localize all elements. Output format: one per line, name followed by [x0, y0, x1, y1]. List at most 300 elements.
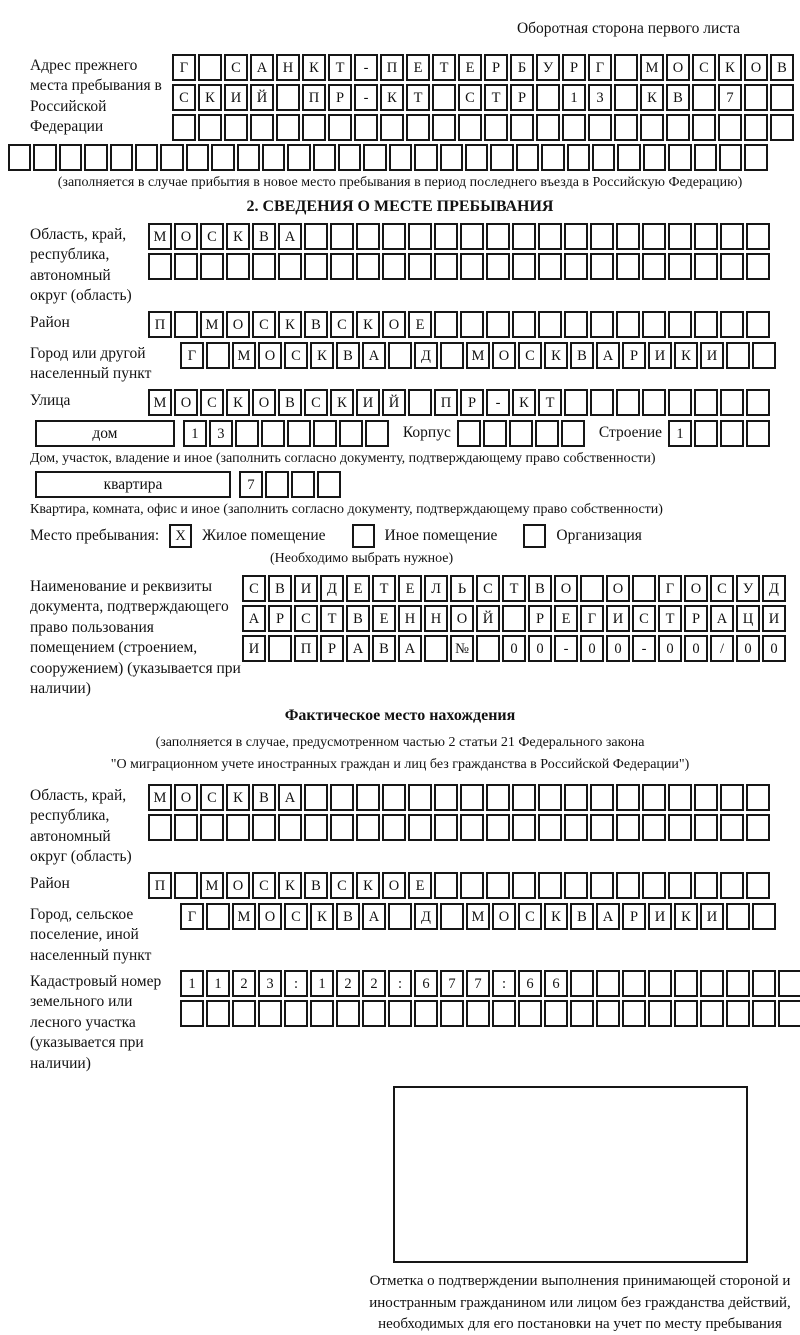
char-box[interactable]: К — [640, 84, 664, 111]
char-box[interactable] — [261, 420, 285, 447]
char-box[interactable] — [720, 784, 744, 811]
char-box[interactable]: - — [554, 635, 578, 662]
char-box[interactable] — [516, 144, 539, 171]
char-box[interactable]: Т — [372, 575, 396, 602]
char-box[interactable] — [518, 1000, 542, 1027]
char-box[interactable] — [746, 814, 770, 841]
char-box[interactable]: Р — [460, 389, 484, 416]
char-box[interactable]: Г — [180, 342, 204, 369]
char-box[interactable] — [588, 114, 612, 141]
char-box[interactable]: А — [596, 342, 620, 369]
char-box[interactable] — [224, 114, 248, 141]
char-box[interactable] — [174, 253, 198, 280]
char-box[interactable] — [642, 872, 666, 899]
char-box[interactable] — [509, 420, 533, 447]
char-box[interactable] — [211, 144, 234, 171]
char-box[interactable]: П — [148, 311, 172, 338]
char-box[interactable] — [291, 471, 315, 498]
char-box[interactable] — [642, 311, 666, 338]
char-box[interactable]: Г — [172, 54, 196, 81]
char-box[interactable]: Е — [372, 605, 396, 632]
char-box[interactable]: С — [284, 903, 308, 930]
char-box[interactable] — [258, 1000, 282, 1027]
char-box[interactable] — [8, 144, 31, 171]
char-box[interactable] — [408, 253, 432, 280]
char-box[interactable]: В — [570, 342, 594, 369]
char-box[interactable] — [692, 84, 716, 111]
char-box[interactable] — [694, 814, 718, 841]
char-box[interactable] — [276, 84, 300, 111]
char-box[interactable]: П — [380, 54, 404, 81]
char-box[interactable] — [614, 84, 638, 111]
char-box[interactable] — [564, 223, 588, 250]
char-box[interactable] — [250, 114, 274, 141]
char-box[interactable] — [226, 253, 250, 280]
char-box[interactable]: Т — [432, 54, 456, 81]
char-box[interactable] — [616, 784, 640, 811]
char-box[interactable]: О — [252, 389, 276, 416]
char-box[interactable] — [674, 970, 698, 997]
char-box[interactable]: 3 — [588, 84, 612, 111]
char-box[interactable] — [590, 784, 614, 811]
char-box[interactable]: П — [302, 84, 326, 111]
char-box[interactable]: С — [304, 389, 328, 416]
char-box[interactable]: В — [304, 311, 328, 338]
char-box[interactable] — [642, 784, 666, 811]
char-box[interactable]: С — [518, 903, 542, 930]
char-box[interactable]: М — [232, 903, 256, 930]
char-box[interactable]: 1 — [668, 420, 692, 447]
char-box[interactable]: - — [354, 84, 378, 111]
char-box[interactable] — [434, 784, 458, 811]
char-box[interactable] — [310, 1000, 334, 1027]
char-box[interactable]: М — [232, 342, 256, 369]
char-box[interactable] — [458, 114, 482, 141]
char-box[interactable] — [616, 223, 640, 250]
residential-checkbox[interactable]: X — [169, 524, 192, 548]
char-box[interactable] — [110, 144, 133, 171]
char-box[interactable] — [770, 114, 794, 141]
char-box[interactable] — [172, 114, 196, 141]
char-box[interactable]: С — [252, 311, 276, 338]
char-box[interactable]: Е — [408, 872, 432, 899]
char-box[interactable]: 0 — [684, 635, 708, 662]
char-box[interactable] — [486, 253, 510, 280]
char-box[interactable]: Р — [510, 84, 534, 111]
char-box[interactable] — [460, 253, 484, 280]
char-box[interactable]: К — [226, 389, 250, 416]
char-box[interactable]: О — [554, 575, 578, 602]
char-box[interactable] — [512, 311, 536, 338]
char-box[interactable] — [590, 311, 614, 338]
char-box[interactable] — [356, 784, 380, 811]
char-box[interactable]: О — [684, 575, 708, 602]
char-box[interactable] — [380, 114, 404, 141]
char-box[interactable] — [668, 872, 692, 899]
char-box[interactable]: / — [710, 635, 734, 662]
char-box[interactable] — [330, 784, 354, 811]
char-box[interactable]: И — [356, 389, 380, 416]
char-box[interactable]: Р — [320, 635, 344, 662]
char-box[interactable] — [382, 253, 406, 280]
char-box[interactable]: А — [346, 635, 370, 662]
char-box[interactable]: Ц — [736, 605, 760, 632]
char-box[interactable] — [692, 114, 716, 141]
char-box[interactable]: А — [710, 605, 734, 632]
char-box[interactable]: С — [200, 784, 224, 811]
char-box[interactable] — [278, 814, 302, 841]
char-box[interactable]: Е — [554, 605, 578, 632]
char-box[interactable]: П — [434, 389, 458, 416]
char-box[interactable]: К — [310, 342, 334, 369]
char-box[interactable]: К — [302, 54, 326, 81]
char-box[interactable]: О — [492, 342, 516, 369]
char-box[interactable] — [460, 814, 484, 841]
char-box[interactable]: 1 — [310, 970, 334, 997]
char-box[interactable]: 7 — [718, 84, 742, 111]
char-box[interactable] — [382, 814, 406, 841]
char-box[interactable] — [778, 1000, 800, 1027]
char-box[interactable]: К — [380, 84, 404, 111]
char-box[interactable] — [694, 144, 717, 171]
char-box[interactable] — [720, 814, 744, 841]
char-box[interactable] — [694, 311, 718, 338]
char-box[interactable] — [278, 253, 302, 280]
char-box[interactable]: К — [198, 84, 222, 111]
char-box[interactable] — [434, 223, 458, 250]
char-box[interactable]: - — [354, 54, 378, 81]
char-box[interactable] — [541, 144, 564, 171]
char-box[interactable]: 0 — [736, 635, 760, 662]
char-box[interactable] — [492, 1000, 516, 1027]
char-box[interactable] — [694, 420, 718, 447]
char-box[interactable] — [726, 903, 750, 930]
char-box[interactable] — [746, 872, 770, 899]
char-box[interactable]: Е — [408, 311, 432, 338]
char-box[interactable] — [512, 223, 536, 250]
char-box[interactable] — [538, 311, 562, 338]
char-box[interactable] — [198, 114, 222, 141]
char-box[interactable] — [434, 253, 458, 280]
char-box[interactable] — [414, 144, 437, 171]
char-box[interactable] — [206, 342, 230, 369]
char-box[interactable] — [512, 872, 536, 899]
char-box[interactable] — [640, 114, 664, 141]
organization-checkbox[interactable] — [523, 524, 546, 548]
char-box[interactable]: В — [278, 389, 302, 416]
char-box[interactable] — [718, 114, 742, 141]
char-box[interactable]: С — [172, 84, 196, 111]
char-box[interactable] — [284, 1000, 308, 1027]
char-box[interactable] — [538, 253, 562, 280]
char-box[interactable] — [617, 144, 640, 171]
char-box[interactable] — [535, 420, 559, 447]
char-box[interactable] — [200, 253, 224, 280]
char-box[interactable]: С — [284, 342, 308, 369]
char-box[interactable]: 6 — [518, 970, 542, 997]
char-box[interactable] — [317, 471, 341, 498]
char-box[interactable]: Т — [484, 84, 508, 111]
char-box[interactable]: В — [528, 575, 552, 602]
char-box[interactable]: М — [466, 342, 490, 369]
char-box[interactable]: : — [492, 970, 516, 997]
char-box[interactable] — [304, 253, 328, 280]
char-box[interactable]: Л — [424, 575, 448, 602]
char-box[interactable]: О — [174, 389, 198, 416]
char-box[interactable] — [424, 635, 448, 662]
char-box[interactable]: Д — [414, 342, 438, 369]
char-box[interactable] — [694, 784, 718, 811]
char-box[interactable] — [148, 814, 172, 841]
char-box[interactable] — [622, 1000, 646, 1027]
char-box[interactable]: 0 — [762, 635, 786, 662]
char-box[interactable]: С — [458, 84, 482, 111]
char-box[interactable]: М — [466, 903, 490, 930]
char-box[interactable]: 3 — [209, 420, 233, 447]
char-box[interactable]: У — [736, 575, 760, 602]
char-box[interactable]: И — [242, 635, 266, 662]
char-box[interactable] — [339, 420, 363, 447]
char-box[interactable]: С — [330, 311, 354, 338]
char-box[interactable] — [616, 253, 640, 280]
char-box[interactable] — [720, 420, 744, 447]
char-box[interactable]: № — [450, 635, 474, 662]
char-box[interactable]: А — [596, 903, 620, 930]
char-box[interactable]: Й — [250, 84, 274, 111]
char-box[interactable]: 0 — [528, 635, 552, 662]
char-box[interactable] — [148, 253, 172, 280]
char-box[interactable]: Ь — [450, 575, 474, 602]
char-box[interactable]: С — [252, 872, 276, 899]
char-box[interactable]: А — [250, 54, 274, 81]
char-box[interactable] — [643, 144, 666, 171]
char-box[interactable] — [668, 144, 691, 171]
char-box[interactable]: У — [536, 54, 560, 81]
char-box[interactable] — [544, 1000, 568, 1027]
char-box[interactable]: Н — [276, 54, 300, 81]
char-box[interactable] — [770, 84, 794, 111]
char-box[interactable] — [408, 814, 432, 841]
char-box[interactable]: К — [512, 389, 536, 416]
char-box[interactable]: М — [640, 54, 664, 81]
char-box[interactable] — [186, 144, 209, 171]
char-box[interactable]: Г — [580, 605, 604, 632]
char-box[interactable]: 6 — [414, 970, 438, 997]
char-box[interactable] — [226, 814, 250, 841]
char-box[interactable] — [720, 872, 744, 899]
char-box[interactable]: И — [606, 605, 630, 632]
char-box[interactable] — [466, 1000, 490, 1027]
char-box[interactable] — [388, 1000, 412, 1027]
char-box[interactable]: К — [674, 342, 698, 369]
char-box[interactable] — [642, 814, 666, 841]
char-box[interactable] — [590, 814, 614, 841]
char-box[interactable]: С — [224, 54, 248, 81]
char-box[interactable]: С — [200, 389, 224, 416]
char-box[interactable]: 0 — [580, 635, 604, 662]
char-box[interactable] — [570, 970, 594, 997]
char-box[interactable] — [362, 1000, 386, 1027]
char-box[interactable] — [389, 144, 412, 171]
char-box[interactable] — [538, 872, 562, 899]
char-box[interactable] — [408, 784, 432, 811]
char-box[interactable]: - — [486, 389, 510, 416]
char-box[interactable]: : — [284, 970, 308, 997]
char-box[interactable] — [744, 144, 767, 171]
char-box[interactable] — [614, 54, 638, 81]
char-box[interactable] — [302, 114, 326, 141]
char-box[interactable]: О — [744, 54, 768, 81]
char-box[interactable] — [198, 54, 222, 81]
char-box[interactable] — [744, 114, 768, 141]
char-box[interactable] — [276, 114, 300, 141]
char-box[interactable] — [440, 342, 464, 369]
char-box[interactable] — [720, 223, 744, 250]
char-box[interactable] — [434, 872, 458, 899]
char-box[interactable] — [287, 144, 310, 171]
char-box[interactable]: И — [762, 605, 786, 632]
char-box[interactable] — [330, 814, 354, 841]
char-box[interactable]: Т — [538, 389, 562, 416]
char-box[interactable]: О — [226, 872, 250, 899]
char-box[interactable] — [590, 253, 614, 280]
char-box[interactable] — [616, 389, 640, 416]
char-box[interactable] — [356, 253, 380, 280]
char-box[interactable] — [265, 471, 289, 498]
char-box[interactable]: М — [148, 389, 172, 416]
char-box[interactable]: Т — [502, 575, 526, 602]
char-box[interactable] — [174, 311, 198, 338]
char-box[interactable] — [536, 84, 560, 111]
char-box[interactable]: М — [200, 311, 224, 338]
char-box[interactable]: К — [226, 223, 250, 250]
char-box[interactable] — [200, 814, 224, 841]
char-box[interactable] — [237, 144, 260, 171]
char-box[interactable] — [720, 311, 744, 338]
char-box[interactable] — [336, 1000, 360, 1027]
char-box[interactable]: И — [648, 903, 672, 930]
char-box[interactable] — [483, 420, 507, 447]
char-box[interactable] — [388, 342, 412, 369]
char-box[interactable]: А — [242, 605, 266, 632]
char-box[interactable] — [304, 784, 328, 811]
char-box[interactable]: Т — [406, 84, 430, 111]
char-box[interactable]: И — [700, 903, 724, 930]
char-box[interactable] — [174, 872, 198, 899]
char-box[interactable] — [538, 814, 562, 841]
char-box[interactable] — [160, 144, 183, 171]
char-box[interactable]: Д — [762, 575, 786, 602]
char-box[interactable] — [746, 420, 770, 447]
char-box[interactable] — [562, 114, 586, 141]
char-box[interactable]: Н — [398, 605, 422, 632]
char-box[interactable] — [502, 605, 526, 632]
char-box[interactable] — [268, 635, 292, 662]
char-box[interactable] — [232, 1000, 256, 1027]
char-box[interactable] — [590, 223, 614, 250]
char-box[interactable] — [486, 311, 510, 338]
char-box[interactable] — [440, 144, 463, 171]
char-box[interactable]: Е — [346, 575, 370, 602]
char-box[interactable] — [720, 253, 744, 280]
char-box[interactable]: Р — [484, 54, 508, 81]
char-box[interactable] — [616, 311, 640, 338]
char-box[interactable] — [304, 814, 328, 841]
char-box[interactable] — [642, 223, 666, 250]
char-box[interactable] — [486, 814, 510, 841]
char-box[interactable] — [592, 144, 615, 171]
char-box[interactable] — [486, 223, 510, 250]
char-box[interactable]: К — [310, 903, 334, 930]
char-box[interactable] — [476, 635, 500, 662]
char-box[interactable]: О — [606, 575, 630, 602]
char-box[interactable] — [304, 223, 328, 250]
char-box[interactable]: Р — [328, 84, 352, 111]
char-box[interactable]: О — [492, 903, 516, 930]
char-box[interactable] — [752, 903, 776, 930]
char-box[interactable] — [512, 253, 536, 280]
char-box[interactable] — [356, 814, 380, 841]
char-box[interactable]: - — [632, 635, 656, 662]
char-box[interactable]: В — [570, 903, 594, 930]
char-box[interactable] — [406, 114, 430, 141]
char-box[interactable] — [570, 1000, 594, 1027]
char-box[interactable]: К — [544, 903, 568, 930]
char-box[interactable] — [668, 784, 692, 811]
char-box[interactable] — [432, 84, 456, 111]
char-box[interactable] — [746, 389, 770, 416]
char-box[interactable] — [206, 903, 230, 930]
char-box[interactable]: Е — [398, 575, 422, 602]
char-box[interactable]: 1 — [183, 420, 207, 447]
char-box[interactable]: 7 — [466, 970, 490, 997]
char-box[interactable]: В — [336, 903, 360, 930]
char-box[interactable] — [538, 223, 562, 250]
char-box[interactable]: М — [148, 784, 172, 811]
char-box[interactable]: Т — [658, 605, 682, 632]
char-box[interactable]: С — [294, 605, 318, 632]
char-box[interactable]: С — [242, 575, 266, 602]
char-box[interactable] — [596, 1000, 620, 1027]
char-box[interactable] — [648, 1000, 672, 1027]
char-box[interactable] — [512, 814, 536, 841]
char-box[interactable] — [616, 814, 640, 841]
char-box[interactable]: 7 — [440, 970, 464, 997]
char-box[interactable] — [484, 114, 508, 141]
char-box[interactable]: А — [278, 784, 302, 811]
char-box[interactable]: В — [666, 84, 690, 111]
char-box[interactable]: 1 — [562, 84, 586, 111]
char-box[interactable] — [460, 872, 484, 899]
char-box[interactable]: А — [362, 342, 386, 369]
char-box[interactable] — [354, 114, 378, 141]
char-box[interactable]: К — [330, 389, 354, 416]
char-box[interactable] — [668, 389, 692, 416]
char-box[interactable] — [700, 1000, 724, 1027]
char-box[interactable]: О — [382, 872, 406, 899]
char-box[interactable] — [135, 144, 158, 171]
char-box[interactable] — [746, 253, 770, 280]
char-box[interactable]: Р — [268, 605, 292, 632]
char-box[interactable] — [313, 144, 336, 171]
char-box[interactable]: С — [518, 342, 542, 369]
char-box[interactable] — [365, 420, 389, 447]
char-box[interactable] — [561, 420, 585, 447]
char-box[interactable] — [287, 420, 311, 447]
char-box[interactable]: К — [674, 903, 698, 930]
char-box[interactable] — [84, 144, 107, 171]
char-box[interactable]: О — [174, 784, 198, 811]
